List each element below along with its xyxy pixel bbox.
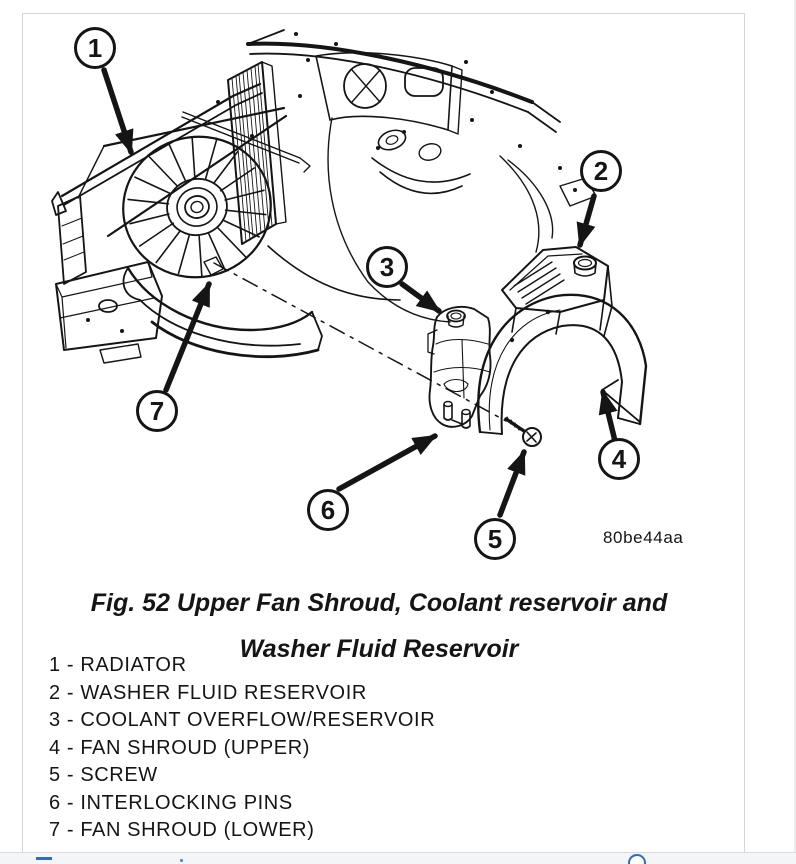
legend-number: 7: [49, 819, 61, 841]
callout-balloon-6: 6: [307, 489, 349, 531]
drawing-code: 80be44aa: [603, 528, 684, 547]
legend-separator: -: [60, 709, 81, 731]
legend-item-washer-fluid-reservoir: [49, 680, 435, 708]
callout-balloon-2: 2: [580, 150, 622, 192]
legend-separator: -: [60, 681, 81, 704]
legend-number: 6: [49, 791, 61, 814]
callout-balloon-1: 1: [74, 27, 116, 69]
callout-balloon-7: 7: [136, 390, 178, 432]
callout-arrow-7: [166, 284, 209, 390]
legend-label: WASHER FLUID RESERVOIR: [80, 681, 367, 704]
legend-number: 4: [49, 736, 61, 759]
callout-balloon-3: 3: [366, 246, 408, 288]
callout-balloon-5: 5: [474, 518, 516, 560]
link-fragment-icon[interactable]: [36, 857, 52, 860]
legend-number: 3: [49, 709, 61, 731]
legend-number: 5: [49, 764, 61, 786]
legend-list: [49, 652, 435, 845]
legend-item-radiator: [49, 652, 435, 680]
legend-separator: -: [60, 764, 81, 786]
callout-balloon-4: 4: [598, 438, 640, 480]
legend-label: FAN SHROUD (LOWER): [80, 819, 315, 841]
figure-caption-line1: Fig. 52 Upper Fan Shroud, Coolant reservoir and: [90, 589, 668, 617]
legend-number: 2: [49, 681, 61, 704]
callout-arrow-1: [104, 70, 131, 152]
legend-label: RADIATOR: [80, 654, 187, 676]
legend-item-interlocking-pins: [49, 790, 435, 818]
callout-arrow-5: [500, 452, 524, 515]
legend-separator: -: [60, 654, 81, 676]
legend-label: FAN SHROUD (UPPER): [80, 736, 311, 759]
legend-item-fan-shroud-upper: [49, 735, 435, 763]
figure-caption-line2: Washer Fluid Reservoir: [239, 635, 519, 663]
callout-arrow-3: [402, 284, 439, 311]
legend-separator: -: [60, 736, 81, 759]
legend-label: COOLANT OVERFLOW/RESERVOIR: [80, 709, 436, 731]
legend-separator: -: [60, 791, 81, 814]
dot-fragment-icon: [180, 859, 183, 862]
legend-number: 1: [49, 654, 61, 676]
legend-item-fan-shroud-lower: [49, 817, 435, 845]
callout-arrow-6: [339, 436, 435, 489]
legend-label: SCREW: [80, 764, 158, 786]
legend-item-coolant-overflow-reservoir: [49, 707, 435, 735]
legend-item-screw: [49, 762, 435, 790]
callout-arrow-2: [580, 196, 594, 245]
upper-shroud-assembly: [428, 247, 646, 446]
bottom-toolbar-cropped: [0, 852, 796, 864]
legend-label: INTERLOCKING PINS: [80, 791, 293, 814]
legend-separator: -: [60, 819, 81, 841]
